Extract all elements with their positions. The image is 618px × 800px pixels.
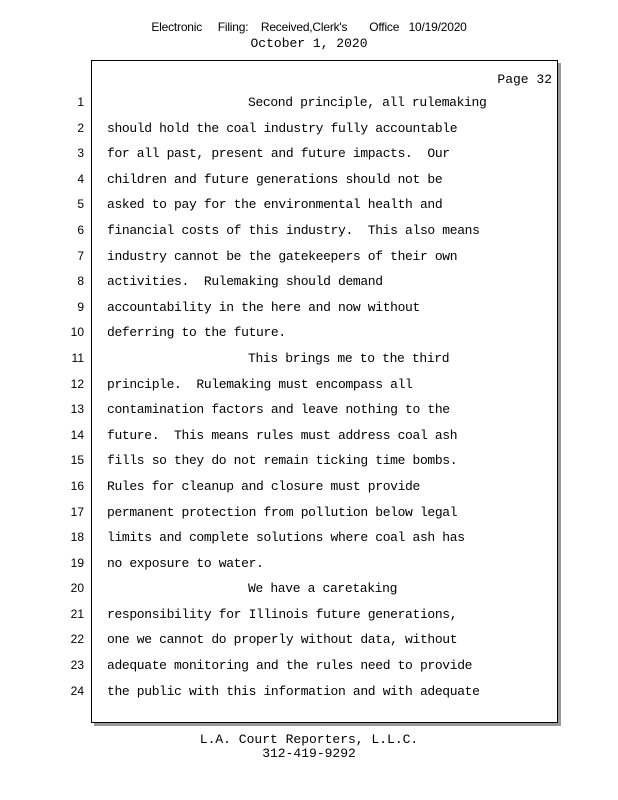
line-number: 6 xyxy=(77,222,84,237)
page-number: Page 32 xyxy=(497,72,552,87)
transcript-line xyxy=(0,681,560,707)
transcript-lines xyxy=(0,92,560,706)
line-number: 21 xyxy=(70,606,84,621)
line-text: Second principle, all rulemaking xyxy=(248,95,487,110)
line-number: 13 xyxy=(70,402,84,417)
line-text: future. This means rules must address coal ash xyxy=(107,427,458,443)
line-text: fills so they do not remain ticking time bombs. xyxy=(107,453,458,469)
footer xyxy=(0,733,618,761)
line-text: adequate monitoring and the rules need to provide xyxy=(107,658,473,674)
line-number: 4 xyxy=(77,171,84,186)
transcript-line xyxy=(0,246,560,272)
line-text: deferring to the future. xyxy=(107,325,286,341)
line-number: 11 xyxy=(71,350,84,365)
transcript-line xyxy=(0,143,560,169)
transcript-line xyxy=(0,194,560,220)
transcript-line xyxy=(0,578,560,604)
line-number: 24 xyxy=(70,683,84,698)
line-text: no exposure to water. xyxy=(107,555,264,571)
line-number: 10 xyxy=(70,325,84,340)
transcript-line xyxy=(0,502,560,528)
transcript-line xyxy=(0,271,560,297)
line-number: 9 xyxy=(77,299,84,314)
line-number: 7 xyxy=(77,248,84,263)
filing-stamp: Electronic Filing: Received,Clerk's Office 10/19/2020 xyxy=(151,20,467,34)
line-text: one we cannot do properly without data, without xyxy=(107,632,458,648)
line-text: This brings me to the third xyxy=(248,350,450,366)
line-text: financial costs of this industry. This also means xyxy=(107,222,480,238)
transcript-line xyxy=(0,553,560,579)
line-text: Rules for cleanup and closure must provide xyxy=(107,478,420,494)
transcript-line xyxy=(0,118,560,144)
line-number: 1 xyxy=(77,95,84,109)
line-number: 16 xyxy=(70,478,84,493)
transcript-line xyxy=(0,220,560,246)
line-text: children and future generations should not be xyxy=(107,171,443,187)
transcript-line xyxy=(0,476,560,502)
line-text: permanent protection from pollution below legal xyxy=(107,504,458,520)
transcript-line xyxy=(0,297,560,323)
transcript-line xyxy=(0,92,560,118)
transcript-line xyxy=(0,374,560,400)
transcript-line xyxy=(0,655,560,681)
court-reporter-phone: 312-419-9292 xyxy=(262,746,356,761)
line-number: 23 xyxy=(70,658,84,673)
line-text: contamination factors and leave nothing to the xyxy=(107,402,450,418)
line-text: for all past, present and future impacts. Our xyxy=(107,146,450,162)
line-number: 17 xyxy=(70,504,84,519)
line-text: industry cannot be the gatekeepers of their own xyxy=(107,248,458,264)
transcript-line xyxy=(0,450,560,476)
line-number: 15 xyxy=(70,453,84,468)
line-text: We have a caretaking xyxy=(248,581,398,597)
line-text: asked to pay for the environmental health and xyxy=(107,197,443,213)
line-number: 2 xyxy=(77,120,84,135)
line-number: 20 xyxy=(70,581,84,596)
line-text: activities. Rulemaking should demand xyxy=(107,274,383,290)
transcript-line xyxy=(0,629,560,655)
line-text: responsibility for Illinois future generations, xyxy=(107,606,458,622)
line-number: 12 xyxy=(70,376,84,391)
transcript-line xyxy=(0,527,560,553)
line-text: accountability in the here and now without xyxy=(107,299,420,315)
transcript-line xyxy=(0,169,560,195)
transcript-line xyxy=(0,604,560,630)
line-number: 8 xyxy=(77,274,84,289)
line-number: 22 xyxy=(70,632,84,647)
transcript-date: October 1, 2020 xyxy=(250,36,368,51)
transcript-line xyxy=(0,425,560,451)
line-text: should hold the coal industry fully accountable xyxy=(107,120,458,136)
transcript-line xyxy=(0,399,560,425)
line-number: 19 xyxy=(70,555,84,570)
line-number: 5 xyxy=(77,197,84,212)
transcript-line xyxy=(0,348,560,374)
line-number: 14 xyxy=(70,427,84,442)
line-text: limits and complete solutions where coal ash has xyxy=(107,530,465,546)
line-number: 3 xyxy=(77,146,84,161)
transcript-line xyxy=(0,322,560,348)
line-number: 18 xyxy=(70,530,84,545)
court-reporter-name: L.A. Court Reporters, L.L.C. xyxy=(199,732,419,747)
line-text: principle. Rulemaking must encompass all xyxy=(107,376,413,392)
line-text: the public with this information and with adequate xyxy=(107,683,480,699)
